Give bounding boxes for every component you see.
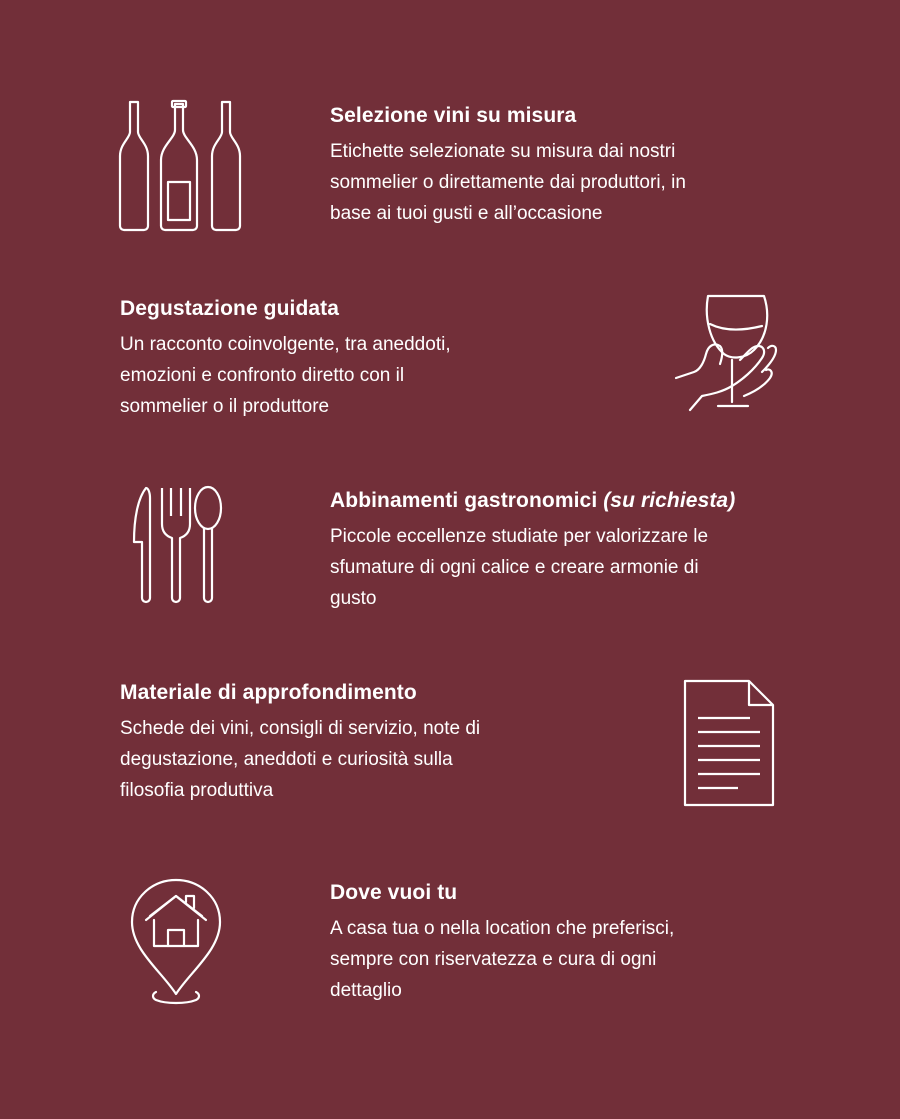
feature-title: Abbinamenti gastronomici (su richiesta) [330, 489, 736, 512]
feature-description: Etichette selezionate su misura dai nostri sommelier o direttamente dai produttori, in base ai tuoi gusti e all’occasione [330, 141, 686, 224]
document-icon [682, 678, 776, 808]
wine-bottles-icon [116, 98, 250, 234]
title-note: (su richiesta) [603, 489, 736, 512]
feature-description: Un racconto coinvolgente, tra aneddoti, emozioni e confronto diretto con il sommelier o il produttore [120, 334, 451, 417]
feature-description: A casa tua o nella location che preferisci, sempre con riservatezza e cura di ogni dettaglio [330, 918, 675, 1001]
feature-title: Materiale di approfondimento [120, 681, 417, 704]
cutlery-icon [130, 484, 226, 608]
feature-title: Dove vuoi tu [330, 881, 458, 904]
home-location-pin-icon [126, 876, 226, 1006]
feature-description: Piccole eccellenze studiate per valorizzare le sfumature di ogni calice e creare armonie di gusto [330, 526, 709, 609]
feature-description: Schede dei vini, consigli di servizio, note di degustazione, aneddoti e curiosità sulla filosofia produttiva [120, 718, 481, 801]
feature-title: Selezione vini su misura [330, 104, 577, 127]
feature-title: Degustazione guidata [120, 297, 340, 320]
wine-glass-hand-icon [670, 290, 782, 418]
